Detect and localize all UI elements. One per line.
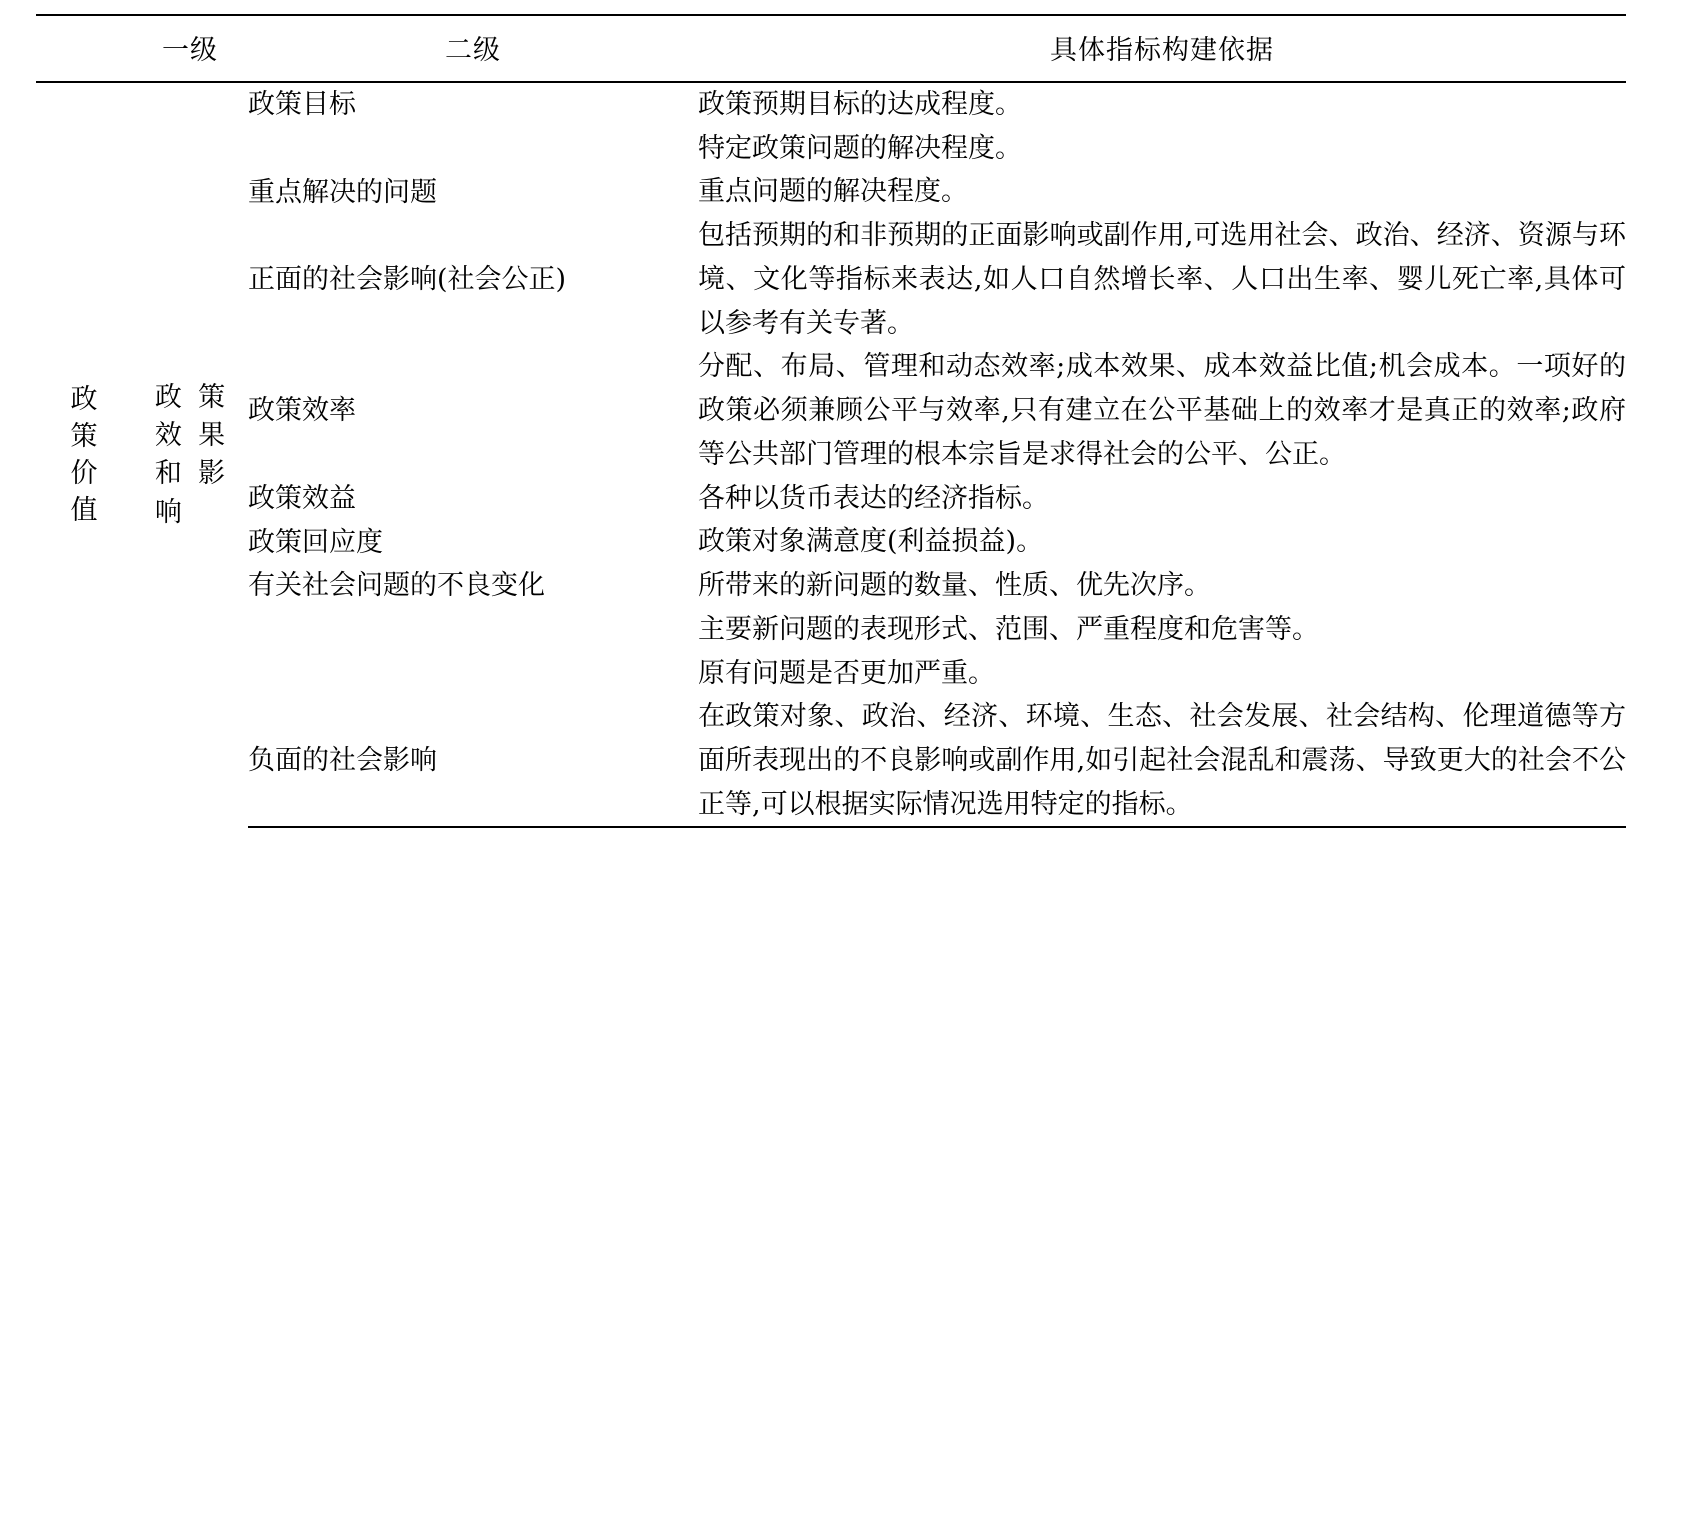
cell-level1-policy-value [36,82,132,827]
basis-text: 分配、布局、管理和动态效率;成本效果、成本效益比值;机会成本。一项好的政策必须兼顾公平与效率,只有建立在公平基础上的效率才是真正的效率;政府等公共部门管理的根本宗旨是求得社会的公平、公正。 [698,351,1626,470]
table-row [36,82,1626,127]
cell-sub-policy-goal: 政策目标 [248,89,356,121]
indicator-table [36,14,1626,828]
table-header-row [36,15,1626,82]
cell-basis-policy-benefit [698,477,1626,521]
table-row [36,170,1626,214]
cell-basis-policy-goal [698,82,1626,127]
basis-text: 政策预期目标的达成程度。 [698,89,1022,120]
basis-text: 在政策对象、政治、经济、环境、生态、社会发展、社会结构、伦理道德等方面所表现出的不良影响或副作用,如引起社会混乱和震荡、导致更大的社会不公正等,可以根据实际情况选用特定的指标。 [698,701,1626,820]
spacer-cell-basis [698,826,1626,827]
cell-basis-adverse-change-1 [698,564,1626,608]
cell-basis-policy-efficiency [698,345,1626,476]
table-row [36,477,1626,521]
table-row [36,652,1626,696]
cell-sub-adverse-change-blank-2 [248,652,698,696]
table-row [36,520,1626,564]
table-row [36,127,1626,171]
cell-sub-adverse-change: 有关社会问题的不良变化 [248,570,545,602]
table-row [36,564,1626,608]
column-header-level2: 二级 [248,15,698,82]
cell-sub-policy-efficiency: 政策效率 [248,395,356,427]
cell-sub-negative-social-impact: 负面的社会影响 [248,745,437,777]
cell-sub-key-problems-blank [248,127,698,171]
basis-text: 主要新问题的表现形式、范围、严重程度和危害等。 [698,613,1319,645]
cell-sub-key-problems: 重点解决的问题 [248,176,437,208]
basis-text: 包括预期的和非预期的正面影响或副作用,可选用社会、政治、经济、资源与环境、文化等指标来表达,如人口自然增长率、人口出生率、婴儿死亡率,具体可以参考有关专著。 [698,220,1626,339]
basis-text: 政策对象满意度(利益损益)。 [698,526,1044,558]
basis-text: 原有问题是否更加严重。 [698,657,995,689]
table-body [36,82,1626,827]
cell-basis-policy-responsiveness [698,520,1626,564]
level2-label: 政策效果和影响 [154,381,226,528]
table-row [36,214,1626,345]
table-row [36,608,1626,652]
table-row [36,345,1626,476]
column-header-level1-text: 一级 [132,15,248,82]
basis-text: 所带来的新问题的数量、性质、优先次序。 [698,570,1211,602]
basis-text: 各种以货币表达的经济指标。 [698,482,1049,514]
cell-level2-policy-effect [132,82,248,827]
table-row-spacer [36,826,1626,827]
basis-text: 重点问题的解决程度。 [698,176,968,208]
cell-sub-policy-benefit: 政策效益 [248,482,356,514]
cell-basis-positive-social-impact [698,214,1626,345]
table-row [36,695,1626,826]
cell-basis-key-problems-1 [698,127,1626,171]
cell-basis-key-problems-2 [698,170,1626,214]
spacer-cell-sub [248,826,698,827]
table-header [36,15,1626,82]
column-header-level1 [36,15,132,82]
column-header-basis: 具体指标构建依据 [698,15,1626,82]
cell-basis-adverse-change-3 [698,652,1626,696]
document-page [0,14,1688,1515]
cell-sub-adverse-change-blank-1 [248,608,698,652]
cell-sub-policy-responsiveness: 政策回应度 [248,526,383,558]
cell-basis-negative-social-impact [698,695,1626,826]
basis-text: 特定政策问题的解决程度。 [698,132,1022,164]
level1-label: 政策价值 [70,383,98,527]
cell-sub-positive-social-impact: 正面的社会影响(社会公正) [248,264,567,296]
cell-basis-adverse-change-2 [698,608,1626,652]
